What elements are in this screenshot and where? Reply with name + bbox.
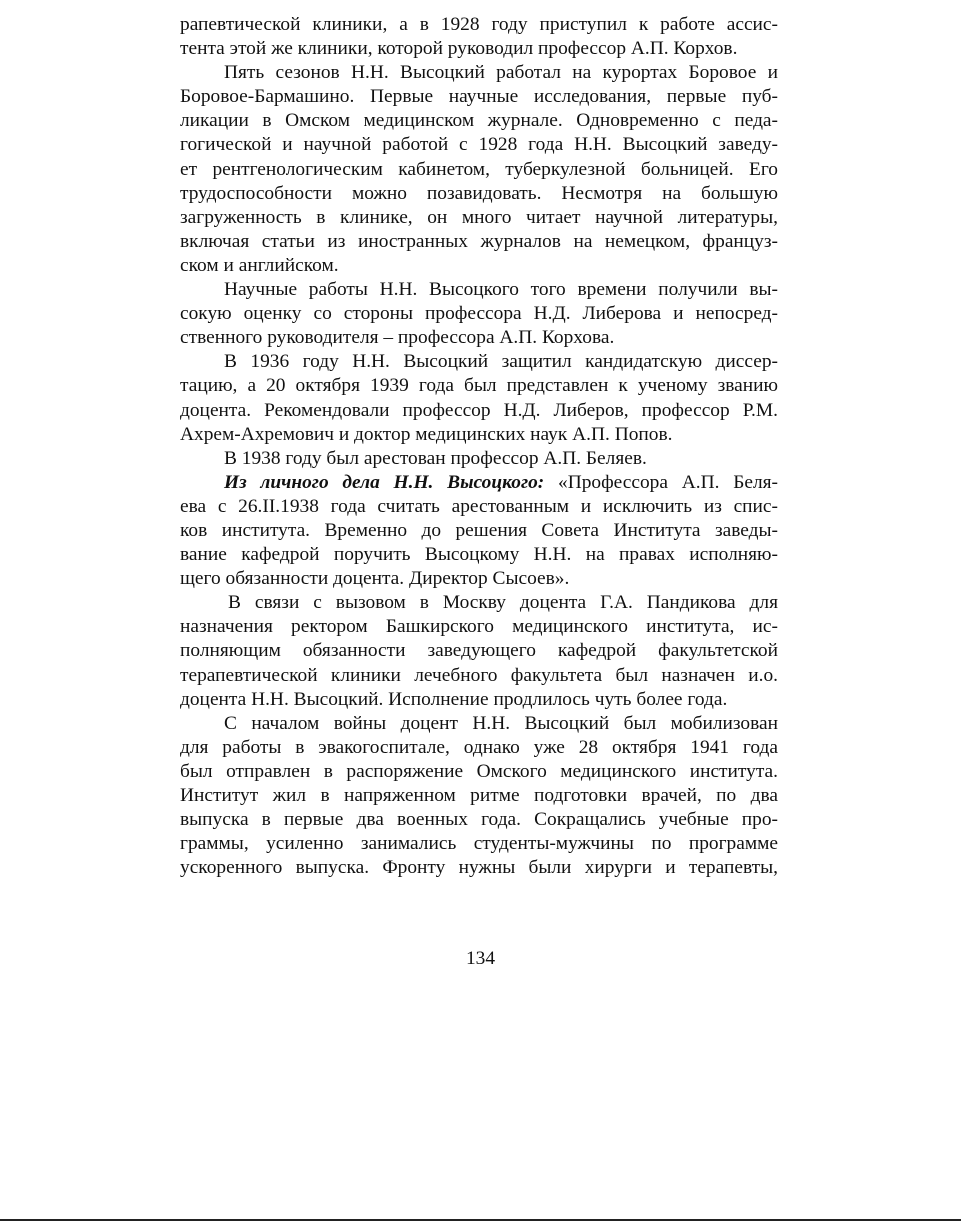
text-line: Пять сезонов Н.Н. Высоцкий работал на курортах Боровое и: [224, 62, 778, 84]
text-line: граммы, усиленно занимались студенты-мужчины по программе: [180, 833, 778, 855]
text-line: С началом войны доцент Н.Н. Высоцкий был мобилизован: [224, 712, 778, 734]
text-line: ет рентгенологическим кабинетом, туберкулезной больницей. Его: [180, 158, 778, 180]
text-line: Ахрем-Ахремович и доктор медицинских наук А.П. Попов.: [180, 423, 673, 445]
text-line: В 1938 году был арестован профессор А.П. Беляев.: [224, 447, 647, 469]
text-line: В 1936 году Н.Н. Высоцкий защитил кандидатскую диссер-: [224, 351, 778, 373]
text-line: ускоренного выпуска. Фронту нужны были хирурги и терапевты,: [180, 857, 778, 879]
text-line: доцента Н.Н. Высоцкий. Исполнение продлилось чуть более года.: [180, 688, 728, 710]
quote-first-line-text: «Профессора А.П. Беля-: [544, 471, 778, 493]
text-line: загруженность в клинике, он много читает научной литературы,: [180, 206, 778, 228]
quote-heading: Из личного дела Н.Н. Высоцкого:: [224, 471, 545, 493]
text-line: доцента. Рекомендовали профессор Н.Д. Либеров, профессор Р.М.: [180, 399, 778, 421]
text-column: [180, 13, 778, 880]
text-line: выпуска в первые два военных года. Сокращались учебные про-: [180, 809, 778, 831]
text-line: ков института. Временно до решения Совета Института заведы-: [180, 519, 778, 541]
text-line: для работы в эвакогоспитале, однако уже 28 октября 1941 года: [180, 736, 778, 758]
text-line: Институт жил в напряженном ритме подготовки врачей, по два: [180, 785, 778, 806]
text-line: тента этой же клиники, которой руководил профессор А.П. Корхов.: [180, 38, 738, 60]
text-line: терапевтической клиники лечебного факультета был назначен и.о.: [180, 664, 778, 686]
text-line: тацию, а 20 октября 1939 года был представлен к ученому званию: [180, 375, 778, 397]
text-line: Научные работы Н.Н. Высоцкого того времени получили вы-: [224, 279, 778, 301]
text-line: ственного руководителя – профессора А.П. Корхова.: [180, 327, 615, 349]
text-line: ликации в Омском медицинском журнале. Одновременно с педа-: [180, 110, 778, 132]
text-line: гогической и научной работой с 1928 года Н.Н. Высоцкий заведу-: [180, 134, 778, 156]
text-line: Боровое-Бармашино. Первые научные исследования, первые пуб-: [180, 86, 778, 108]
text-line: включая статьи из иностранных журналов на немецком, француз-: [180, 230, 778, 252]
text-line: щего обязанности доцента. Директор Сысоев».: [180, 568, 570, 590]
text-line: вание кафедрой поручить Высоцкому Н.Н. на правах исполняю-: [180, 544, 778, 566]
text-line: сокую оценку со стороны профессора Н.Д. Либерова и непосред-: [180, 303, 778, 325]
text-line: назначения ректором Башкирского медицинского института, ис-: [180, 616, 778, 638]
page-number: 134: [465, 948, 496, 969]
text-line: ском и английском.: [180, 254, 339, 276]
text-line: полняющим обязанности заведующего кафедрой факультетской: [180, 640, 778, 662]
quote-first-line: [180, 471, 778, 495]
text-line: рапевтической клиники, а в 1928 году приступил к работе ассис-: [180, 14, 778, 35]
scan-edge-line: [0, 1219, 961, 1221]
text-line: ева с 26.II.1938 года считать арестованным и исключить из спис-: [180, 495, 778, 517]
text-line: был отправлен в распоряжение Омского медицинского института.: [180, 760, 778, 782]
text-line: В связи с вызовом в Москву доцента Г.А. Пандикова для: [228, 592, 778, 614]
text-line: трудоспособности можно позавидовать. Несмотря на большую: [180, 182, 778, 204]
